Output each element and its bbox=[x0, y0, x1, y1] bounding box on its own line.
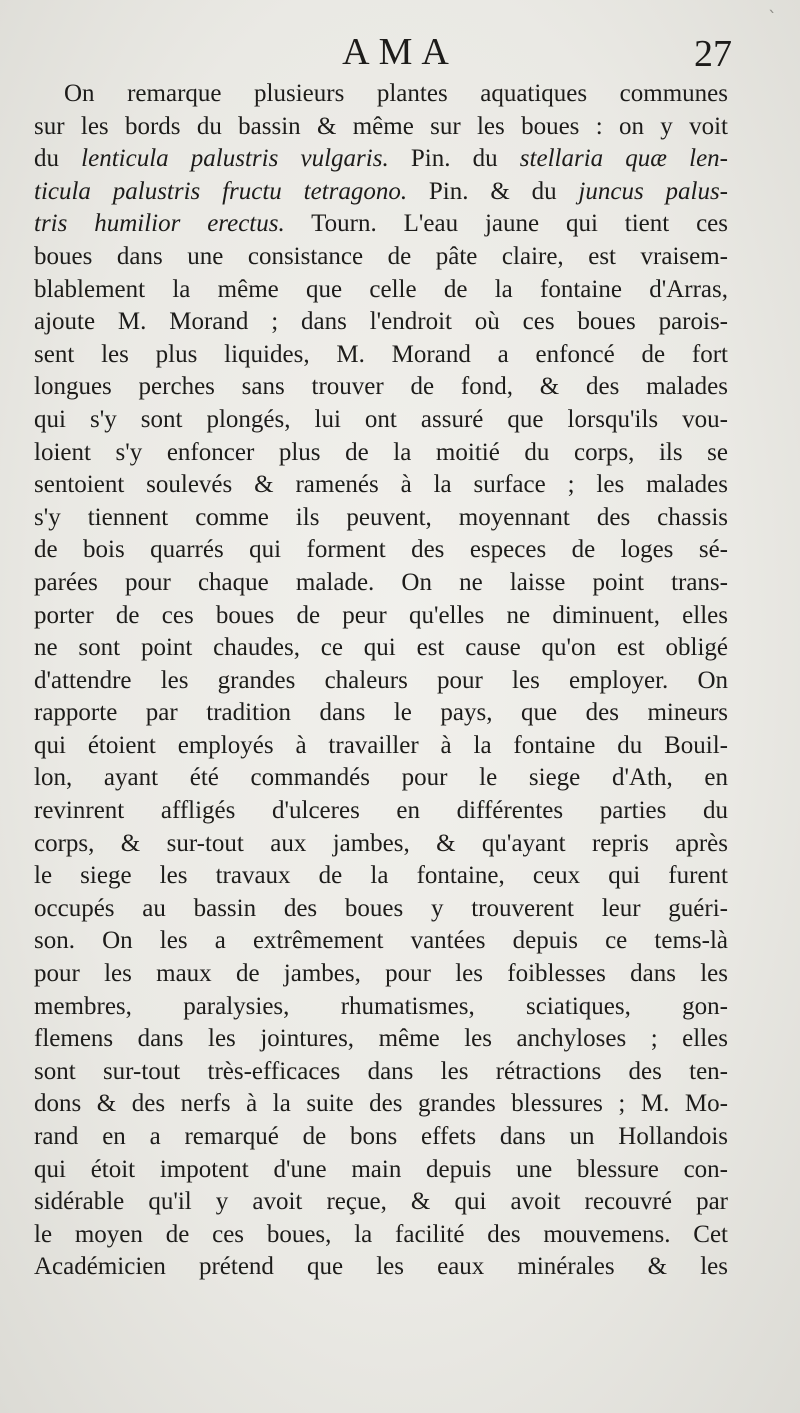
text-line: rapporte par tradition dans le pays, que des mineurs bbox=[34, 699, 728, 727]
text-line: revinrent affligés d'ulceres en différentes parties du bbox=[34, 797, 728, 825]
text-line: sent les plus liquides, M. Morand a enfoncé de fort bbox=[34, 340, 728, 368]
text-line: occupés au bassin des boues y trouverent leur guéri- bbox=[34, 894, 728, 922]
text-line: parées pour chaque malade. On ne laisse point trans- bbox=[34, 568, 728, 596]
text-line: Académicien prétend que les eaux minérales & les bbox=[34, 1253, 728, 1281]
text-line: On remarque plusieurs plantes aquatiques communes bbox=[64, 80, 728, 107]
text-line: sidérable qu'il y avoit reçue, & qui avoit recouvré par bbox=[34, 1188, 728, 1216]
page-number: 27 bbox=[694, 33, 732, 75]
text-line: dons & des nerfs à la suite des grandes blessures ; M. Mo- bbox=[34, 1090, 728, 1118]
text-line: porter de ces boues de peur qu'elles ne diminuent, elles bbox=[34, 601, 728, 629]
text-line: qui étoit impotent d'une main depuis une blessure con- bbox=[34, 1155, 728, 1183]
body-text bbox=[34, 78, 728, 1284]
text-line: ajoute M. Morand ; dans l'endroit où ces boues parois- bbox=[34, 308, 728, 336]
text-line: tris humilior erectus. Tourn. L'eau jaune qui tient ces bbox=[34, 210, 728, 238]
text-line: rand en a remarqué de bons effets dans un Hollandois bbox=[34, 1123, 728, 1150]
text-line: ticula palustris fructu tetragono. Pin. & du juncus palus- bbox=[34, 177, 728, 205]
text-line: le moyen de ces boues, la facilité des mouvemens. Cet bbox=[34, 1220, 728, 1248]
text-line: membres, paralysies, rhumatismes, sciatiques, gon- bbox=[34, 992, 728, 1020]
text-line: qui s'y sont plongés, lui ont assuré que lorsqu'ils vou- bbox=[34, 405, 728, 433]
running-head: AMA bbox=[342, 31, 458, 73]
text-line: lon, ayant été commandés pour le siege d'Ath, en bbox=[34, 764, 728, 792]
text-line: sur les bords du bassin & même sur les boues : on y voit bbox=[34, 112, 728, 140]
text-line: blablement la même que celle de la fontaine d'Arras, bbox=[34, 275, 728, 303]
text-line: sont sur-tout très-efficaces dans les rétractions des ten- bbox=[34, 1057, 728, 1085]
text-line: le siege les travaux de la fontaine, ceux qui furent bbox=[34, 862, 728, 890]
page-header bbox=[0, 28, 800, 76]
text-line: loient s'y enfoncer plus de la moitié du corps, ils se bbox=[34, 438, 728, 466]
text-line: son. On les a extrêmement vantées depuis ce tems-là bbox=[34, 927, 728, 955]
text-line: pour les maux de jambes, pour les foiblesses dans les bbox=[34, 960, 728, 988]
text-line: qui étoient employés à travailler à la fontaine du Bouil- bbox=[34, 731, 728, 759]
text-line: s'y tiennent comme ils peuvent, moyennant des chassis bbox=[34, 503, 728, 531]
text-line: sentoient soulevés & ramenés à la surface ; les malades bbox=[34, 471, 728, 499]
text-line: boues dans une consistance de pâte claire, est vraisem- bbox=[34, 242, 728, 270]
text-line: flemens dans les jointures, même les anchyloses ; elles bbox=[34, 1025, 728, 1053]
text-line: ne sont point chaudes, ce qui est cause qu'on est obligé bbox=[34, 634, 728, 662]
text-line: de bois quarrés qui forment des especes de loges sé- bbox=[34, 536, 728, 564]
text-line: corps, & sur-tout aux jambes, & qu'ayant repris après bbox=[34, 829, 728, 857]
margin-mark: ` bbox=[768, 8, 777, 29]
text-line: du lenticula palustris vulgaris. Pin. du stellaria quæ len- bbox=[34, 145, 728, 173]
text-line: longues perches sans trouver de fond, & des malades bbox=[34, 373, 728, 401]
text-line: d'attendre les grandes chaleurs pour les employer. On bbox=[34, 666, 728, 694]
